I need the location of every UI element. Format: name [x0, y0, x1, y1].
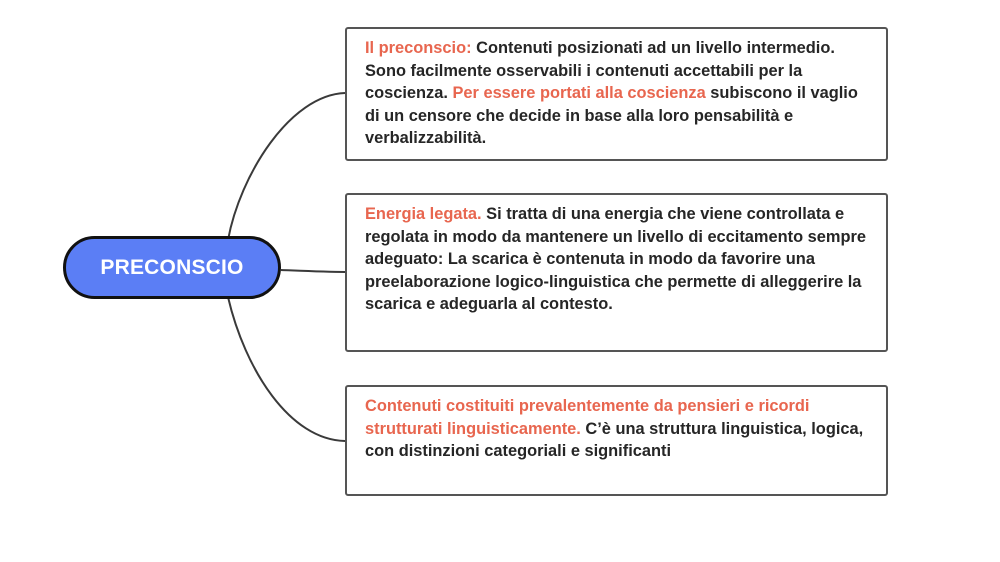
box-3-text-1: C’è una struttura linguistica, logica, con distinzioni categoriali e significanti [365, 419, 864, 461]
box-1-text-1: Contenuti posizionati ad un livello intermedio. Sono facilmente osservabili i contenuti accettabili per la coscienza. [365, 39, 835, 103]
connector-to-box-1 [228, 93, 345, 240]
concept-box-energia-legata [345, 193, 888, 352]
root-node-label: PRECONSCIO [100, 255, 244, 279]
box-1-highlight-2: Per essere portati alla coscienza [452, 84, 706, 103]
concept-box-preconscio [345, 27, 888, 161]
box-2-highlight-1: Energia legata. [365, 205, 482, 223]
box-1-text-2: subiscono il vaglio di un censore che decide in base alla loro pensabilità e verbalizzabilità. [365, 84, 858, 148]
root-node-preconscio [63, 236, 281, 299]
connector-to-box-3 [228, 297, 345, 441]
box-2-text-1: Si tratta di una energia che viene controllata e regolata in modo da mantenere un livello di eccitamento sempre adeguato: La scarica è contenuta in modo da favorire una preelaborazione logico-linguistica che permette di alleggerire la scarica e adeguarla al contesto. [365, 205, 866, 314]
connector-to-box-2 [281, 270, 345, 272]
box-3-highlight-1: Contenuti costituiti prevalentemente da pensieri e ricordi strutturati linguisticamente. [365, 397, 810, 438]
box-1-highlight-1: Il preconscio: [365, 39, 472, 57]
concept-box-contenuti [345, 385, 888, 496]
